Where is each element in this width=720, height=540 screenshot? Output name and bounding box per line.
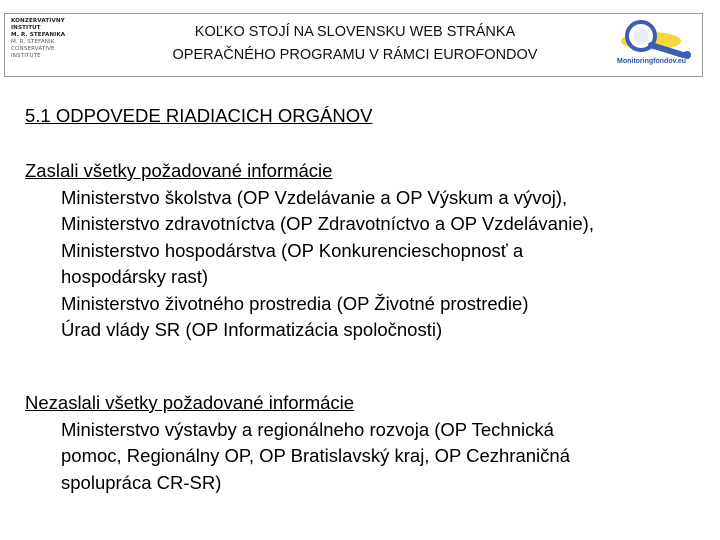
logo-line: INSTITUTE — [11, 53, 41, 59]
list-item: Ministerstvo hospodárstva (OP Konkurencieschopnosť a — [61, 239, 524, 261]
monitoringfondov-logo — [613, 19, 699, 73]
logo-line: M. R. ŠTEFÁNIKA — [11, 32, 66, 38]
magnifier-icon — [613, 19, 699, 59]
list-item: pomoc, Regionálny OP, OP Bratislavský kraj, OP Cezhraničná — [61, 445, 570, 466]
list-item: Ministerstvo životného prostredia (OP Životné prostredie) — [61, 292, 529, 314]
header-title-line2: OPERAČNÉHO PROGRAMU V RÁMCI EUROFONDOV — [172, 47, 538, 63]
slide-header — [4, 13, 703, 77]
list-item: Ministerstvo školstva (OP Vzdelávanie a OP Výskum a vývoj), — [61, 186, 568, 208]
logo-line: INŠTITÚT — [11, 25, 41, 31]
not-sent-info-heading: Nezaslali všetky požadované informácie — [25, 392, 355, 413]
section-title: 5.1 ODPOVEDE RIADIACICH ORGÁNOV — [25, 105, 373, 126]
logo-line: M. R. ŠTEFÁNIK — [11, 39, 55, 45]
list-item: Úrad vlády SR (OP Informatizácia spoločnosti) — [61, 319, 443, 340]
list-item: Ministerstvo výstavby a regionálneho rozvoja (OP Technická — [61, 418, 554, 440]
logo-line: KONZERVATÍVNY — [11, 18, 65, 24]
logo-line: CONSERVATIVE — [11, 46, 55, 52]
logo-brand-text: Monitoringfondov.eu — [617, 58, 687, 65]
header-title — [115, 21, 595, 67]
sent-info-block — [25, 158, 705, 344]
list-item: spolupráca CR-SR) — [61, 471, 222, 493]
header-title-line1: KOĽKO STOJÍ NA SLOVENSKU WEB STRÁNKA — [194, 24, 516, 40]
not-sent-info-block — [25, 390, 705, 496]
list-item: Ministerstvo zdravotníctva (OP Zdravotníctvo a OP Vzdelávanie), — [61, 213, 594, 234]
sent-info-heading: Zaslali všetky požadované informácie — [25, 160, 333, 181]
list-item: hospodársky rast) — [61, 266, 209, 287]
institute-logo — [11, 18, 91, 74]
